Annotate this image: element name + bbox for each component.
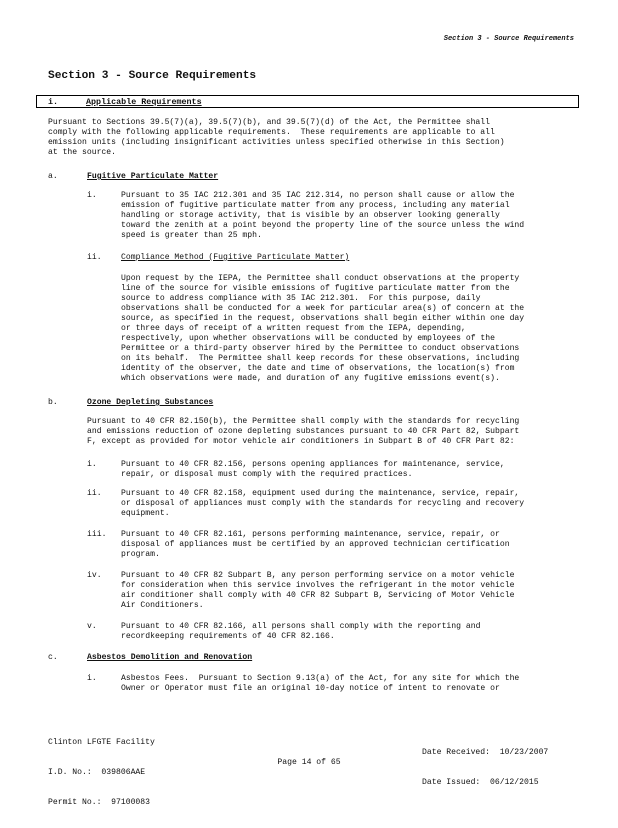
compliance-method-text: Upon request by the IEPA, the Permittee shall conduct observations at the property line of the source for visible emissions of fugitive particulate matter from the source to address compliance with 35 IAC 212.301. For this purpose, daily observations shall be conducted for a week for particular area(s) of concern at the source, as specified in the request, observations shall begin either within one day or three days of receipt of a written request from the IEPA, depending, respectively, upon whether observations will be conducted by employees of the Permittee or a third-party observer hired by the Permittee to conduct observations on its behalf. The Permittee shall keep records for these observations, including identity of the observer, the date and time of observations, the location(s) from which observations were made, and duration of any fugitive emissions event(s). [121, 274, 525, 383]
item-b-i-text: Pursuant to 40 CFR 82.156, persons opening appliances for maintenance, service, repair, or disposal must comply with the required practices. [121, 460, 505, 479]
item-letter-c: c. [48, 653, 58, 662]
compliance-method-heading: Compliance Method (Fugitive Particulate Matter) [121, 253, 350, 262]
footer-left [48, 718, 155, 828]
section-heading-title: Applicable Requirements [86, 97, 202, 107]
item-a-i-number: i. [87, 191, 97, 200]
section-title: Section 3 - Source Requirements [48, 70, 257, 82]
item-b-iii-text: Pursuant to 40 CFR 82.161, persons performing maintenance, service, repair, or disposal of appliances must be certified by an approved technician certification program. [121, 530, 510, 559]
intro-paragraph: Pursuant to Sections 39.5(7)(a), 39.5(7)(b), and 39.5(7)(d) of the Act, the Permittee shall comply with the following applicable requirements. These requirements are applicable to all emission units (including insignificant activities unless specified otherwise in this Section) at the source. [48, 118, 505, 157]
item-a-i-text: Pursuant to 35 IAC 212.301 and 35 IAC 212.314, no person shall cause or allow the emission of fugitive particulate matter from any process, including any material handling or storage activity, that is visible by an observer looking generally toward the zenith at a point beyond the property line of the source unless the wind speed is greater than 25 mph. [121, 191, 525, 240]
item-c-i-text: Asbestos Fees. Pursuant to Section 9.13(a) of the Act, for any site for which the Owner or Operator must file an original 10-day notice of intent to renovate or [121, 674, 520, 693]
item-b-iv-number: iv. [87, 571, 102, 580]
footer-permit-number: Permit No.: 97100083 [48, 798, 150, 807]
item-b-v-text: Pursuant to 40 CFR 82.166, all persons shall comply with the reporting and recordkeeping requirements of 40 CFR 82.166. [121, 622, 481, 641]
heading-asbestos: Asbestos Demolition and Renovation [87, 653, 253, 662]
footer-facility: Clinton LFGTE Facility [48, 738, 155, 747]
item-b-ii-text: Pursuant to 40 CFR 82.158, equipment used during the maintenance, service, repair, or disposal of appliances must comply with the standards for recycling and recovery equipment. [121, 489, 525, 518]
footer-date-issued: Date Issued: 06/12/2015 [422, 778, 539, 787]
heading-ozone-depleting: Ozone Depleting Substances [87, 398, 214, 407]
item-letter-a: a. [48, 172, 58, 181]
item-b-iv-text: Pursuant to 40 CFR 82 Subpart B, any person performing service on a motor vehicle for consideration when this service involves the refrigerant in the motor vehicle air conditioner shall comply with 40 CFR 82 Subpart B, Servicing of Motor Vehicle Air Conditioners. [121, 571, 515, 610]
item-c-i-number: i. [87, 674, 97, 683]
heading-fugitive-particulate: Fugitive Particulate Matter [87, 172, 219, 181]
item-b-v-number: v. [87, 622, 97, 631]
item-letter-b: b. [48, 398, 58, 407]
footer-id-number: I.D. No.: 039806AAE [48, 768, 146, 777]
item-b-iii-number: iii. [87, 530, 107, 539]
page-number: Page 14 of 65 [277, 758, 341, 767]
item-b-ii-number: ii. [87, 489, 102, 498]
footer-right [422, 728, 548, 808]
ozone-intro-paragraph: Pursuant to 40 CFR 82.150(b), the Permittee shall comply with the standards for recycling and emissions reduction of ozone depleting substances pursuant to 40 CFR Part 82, Subpart F, except as provided for motor vehicle air conditioners in Subpart B of 40 CFR Part 82: [87, 417, 520, 446]
item-b-i-number: i. [87, 460, 97, 469]
item-a-ii-number: ii. [87, 253, 102, 262]
running-header: Section 3 - Source Requirements [443, 35, 574, 43]
section-heading-number: i. [48, 97, 59, 107]
footer-date-received: Date Received: 10/23/2007 [422, 748, 549, 757]
